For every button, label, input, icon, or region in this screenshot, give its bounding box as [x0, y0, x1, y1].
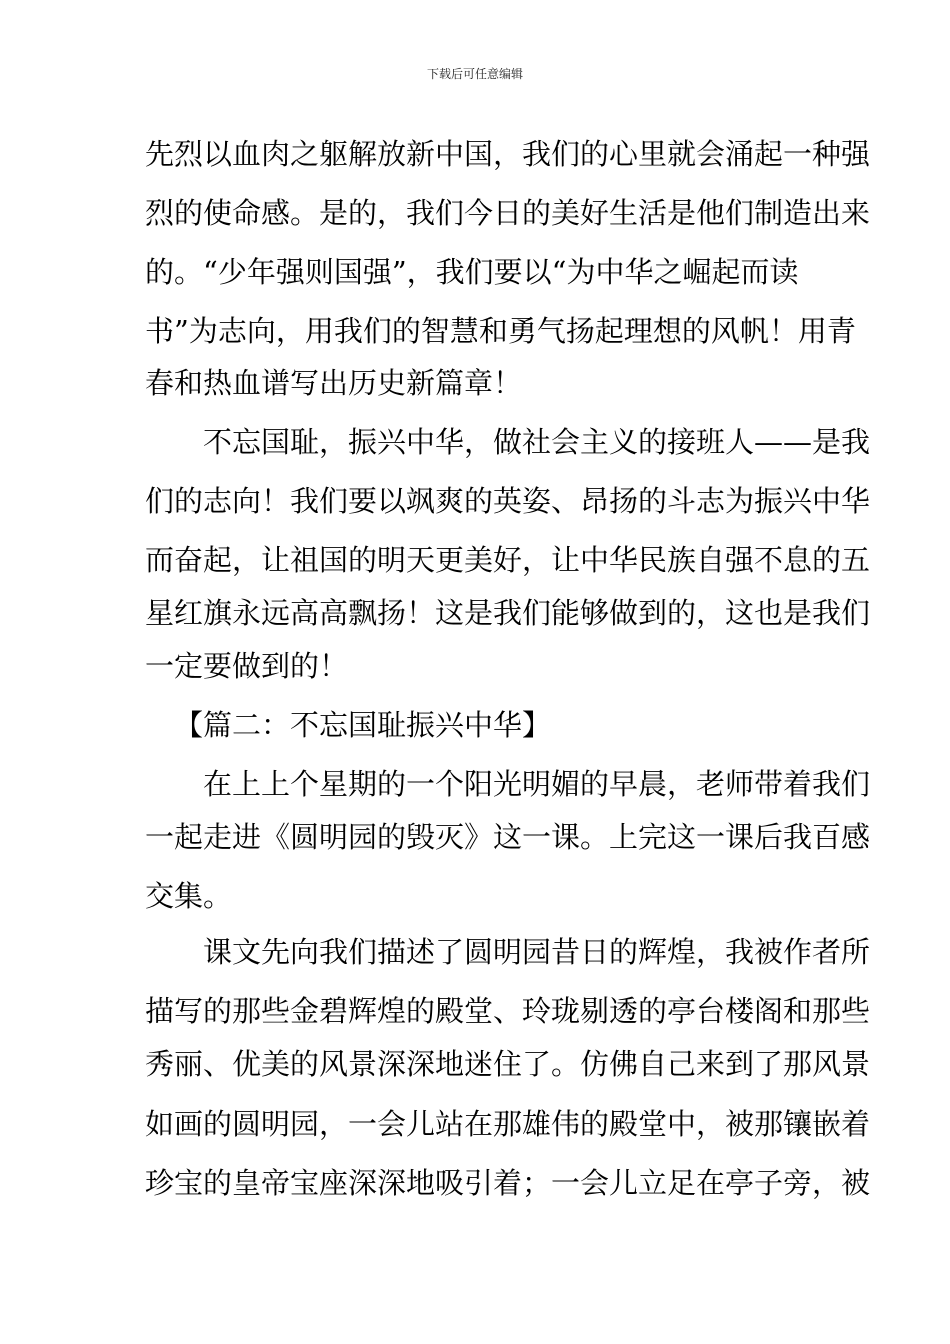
- paragraph-first-line: 不忘国耻，振兴中华，做社会主义的接班人——是我: [203, 425, 871, 459]
- page-header: 下载后可任意编辑: [426, 67, 523, 81]
- body-line: 的。“少年强则国强”，我们要以“为中华之崛起而读: [145, 255, 799, 289]
- body-line: 一起走进《圆明园的毁灭》这一课。上完这一课后我百感: [145, 820, 871, 854]
- body-line: 书”为志向，用我们的智慧和勇气扬起理想的风帆！用青: [145, 314, 856, 348]
- paragraph-first-line: 课文先向我们描述了圆明园昔日的辉煌，我被作者所: [203, 935, 871, 969]
- body-line: 烈的使命感。是的，我们今日的美好生活是他们制造出来: [145, 196, 871, 230]
- body-line: 如画的圆明园，一会儿站在那雄伟的殿堂中，被那镶嵌着: [145, 1107, 871, 1141]
- body-line: 一定要做到的！: [145, 649, 349, 683]
- body-line: 星红旗永远高高飘扬！这是我们能够做到的，这也是我们: [145, 596, 871, 630]
- body-line: 交集。: [145, 879, 233, 913]
- body-line: 而奋起，让祖国的明天更美好，让中华民族自强不息的五: [145, 543, 871, 577]
- body-line: 春和热血谱写出历史新篇章！: [145, 366, 523, 400]
- body-line: 们的志向！我们要以飒爽的英姿、昂扬的斗志为振兴中华: [145, 484, 871, 518]
- body-line: 秀丽、优美的风景深深地迷住了。仿佛自己来到了那风景: [145, 1047, 871, 1081]
- section-heading: 【篇二：不忘国耻振兴中华】: [174, 708, 552, 742]
- body-line: 先烈以血肉之躯解放新中国，我们的心里就会涌起一种强: [145, 137, 871, 171]
- paragraph-first-line: 在上上个星期的一个阳光明媚的早晨，老师带着我们: [203, 767, 871, 801]
- body-line: 珍宝的皇帝宝座深深地吸引着；一会儿立足在亭子旁，被: [145, 1166, 871, 1200]
- body-line: 描写的那些金碧辉煌的殿堂、玲珑剔透的亭台楼阁和那些: [145, 994, 871, 1028]
